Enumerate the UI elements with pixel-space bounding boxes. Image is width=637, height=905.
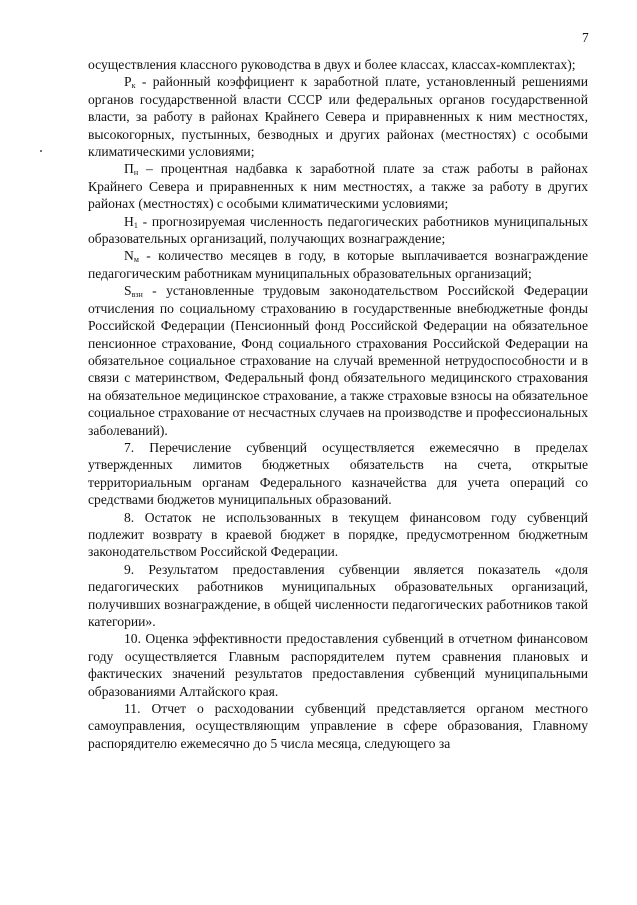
clause-10: 10. Оценка эффективности предоставления субвенций в отчетном финансовом году осуществляется Главным распорядителем путем сравнения плановых и фактических значений результатов предоставления субвенций муниципальными образованиями Алтайского края. [88,631,588,699]
paragraph-continuation [88,56,588,73]
formula-symbol: П [124,161,134,177]
formula-subscript: взн [131,290,143,300]
definition-text: - прогнозируемая численность педагогических работников муниципальных образовательных организаций, получающих вознаграждение; [88,213,588,247]
formula-subscript: н [133,168,139,178]
definition-text: - районный коэффициент к заработной плате, установленный решениями органов государственной власти СССР или федеральных органов государственной власти, за работу в районах Крайнего Севера и приравненных к ним местностях, высокогорных, пустынных, безводных и других районах (местностях) с особыми климатическими условиями; [88,74,588,160]
formula-symbol: Н [124,213,134,229]
definition-rk [88,73,588,160]
definition-nm [88,247,588,282]
definition-text: – процентная надбавка к заработной плате за стаж работы в районах Крайнего Севера и приравненных к ним местностях, а также за работу в других районах (местностях) с особыми климатическими условиями; [88,161,588,212]
formula-subscript: м [133,255,139,265]
document-body [88,56,588,752]
clause-7: 7. Перечисление субвенций осуществляется ежемесячно в пределах утвержденных лимитов бюджетных обязательств на счета, открытые территориальным органам Федерального казначейства для учета операций со средствами бюджетов муниципальных образований. [88,439,588,508]
definition-text: - количество месяцев в году, в которые выплачивается вознаграждение педагогическим работникам муниципальных образовательных организаций; [88,248,588,281]
definition-pn [88,160,588,212]
clause-9: 9. Результатом предоставления субвенции является показатель «доля педагогических работников муниципальных образовательных организаций, получивших вознаграждение, в общей численности педагогических работников такой категории». [88,561,588,629]
formula-symbol: N [124,248,134,264]
scan-speck [40,150,42,152]
formula-subscript: к [131,81,136,91]
formula-subscript: 1 [133,220,138,230]
definition-n1 [88,213,588,248]
page-number: 7 [582,30,589,45]
formula-symbol: S [124,283,132,299]
clause-8: 8. Остаток не использованных в текущем финансовом году субвенций подлежит возврату в краевой бюджет в порядке, предусмотренном бюджетным законодательством Российской Федерации. [88,509,588,560]
definition-svzn [88,282,588,439]
definition-text: - установленные трудовым законодательством Российской Федерации отчисления по социальному страхованию в государственные внебюджетные фонды Российской Федерации (Пенсионный фонд Российской Федерации на обязательное пенсионное страхование, Фонд социального страхования Российской Федерации на обязательное социальное страхование на случай временной нетрудоспособности и в связи с материнством, Федеральный фонд обязательного медицинского страхования на обязательное медицинское страхование, а также страховые взносы на обязательное социальное страхование от несчастных случаев на производстве и профессиональных заболеваний). [88,283,588,438]
paragraph-text: осуществления классного руководства в двух и более классах, классах-комплектах); [88,57,576,72]
clause-11: 11. Отчет о расходовании субвенций представляется органом местного самоуправления, осуществляющим управление в сфере образования, Главному распорядителю ежемесячно до 5 числа месяца, следующего за [88,701,588,751]
formula-symbol: Р [124,74,132,90]
